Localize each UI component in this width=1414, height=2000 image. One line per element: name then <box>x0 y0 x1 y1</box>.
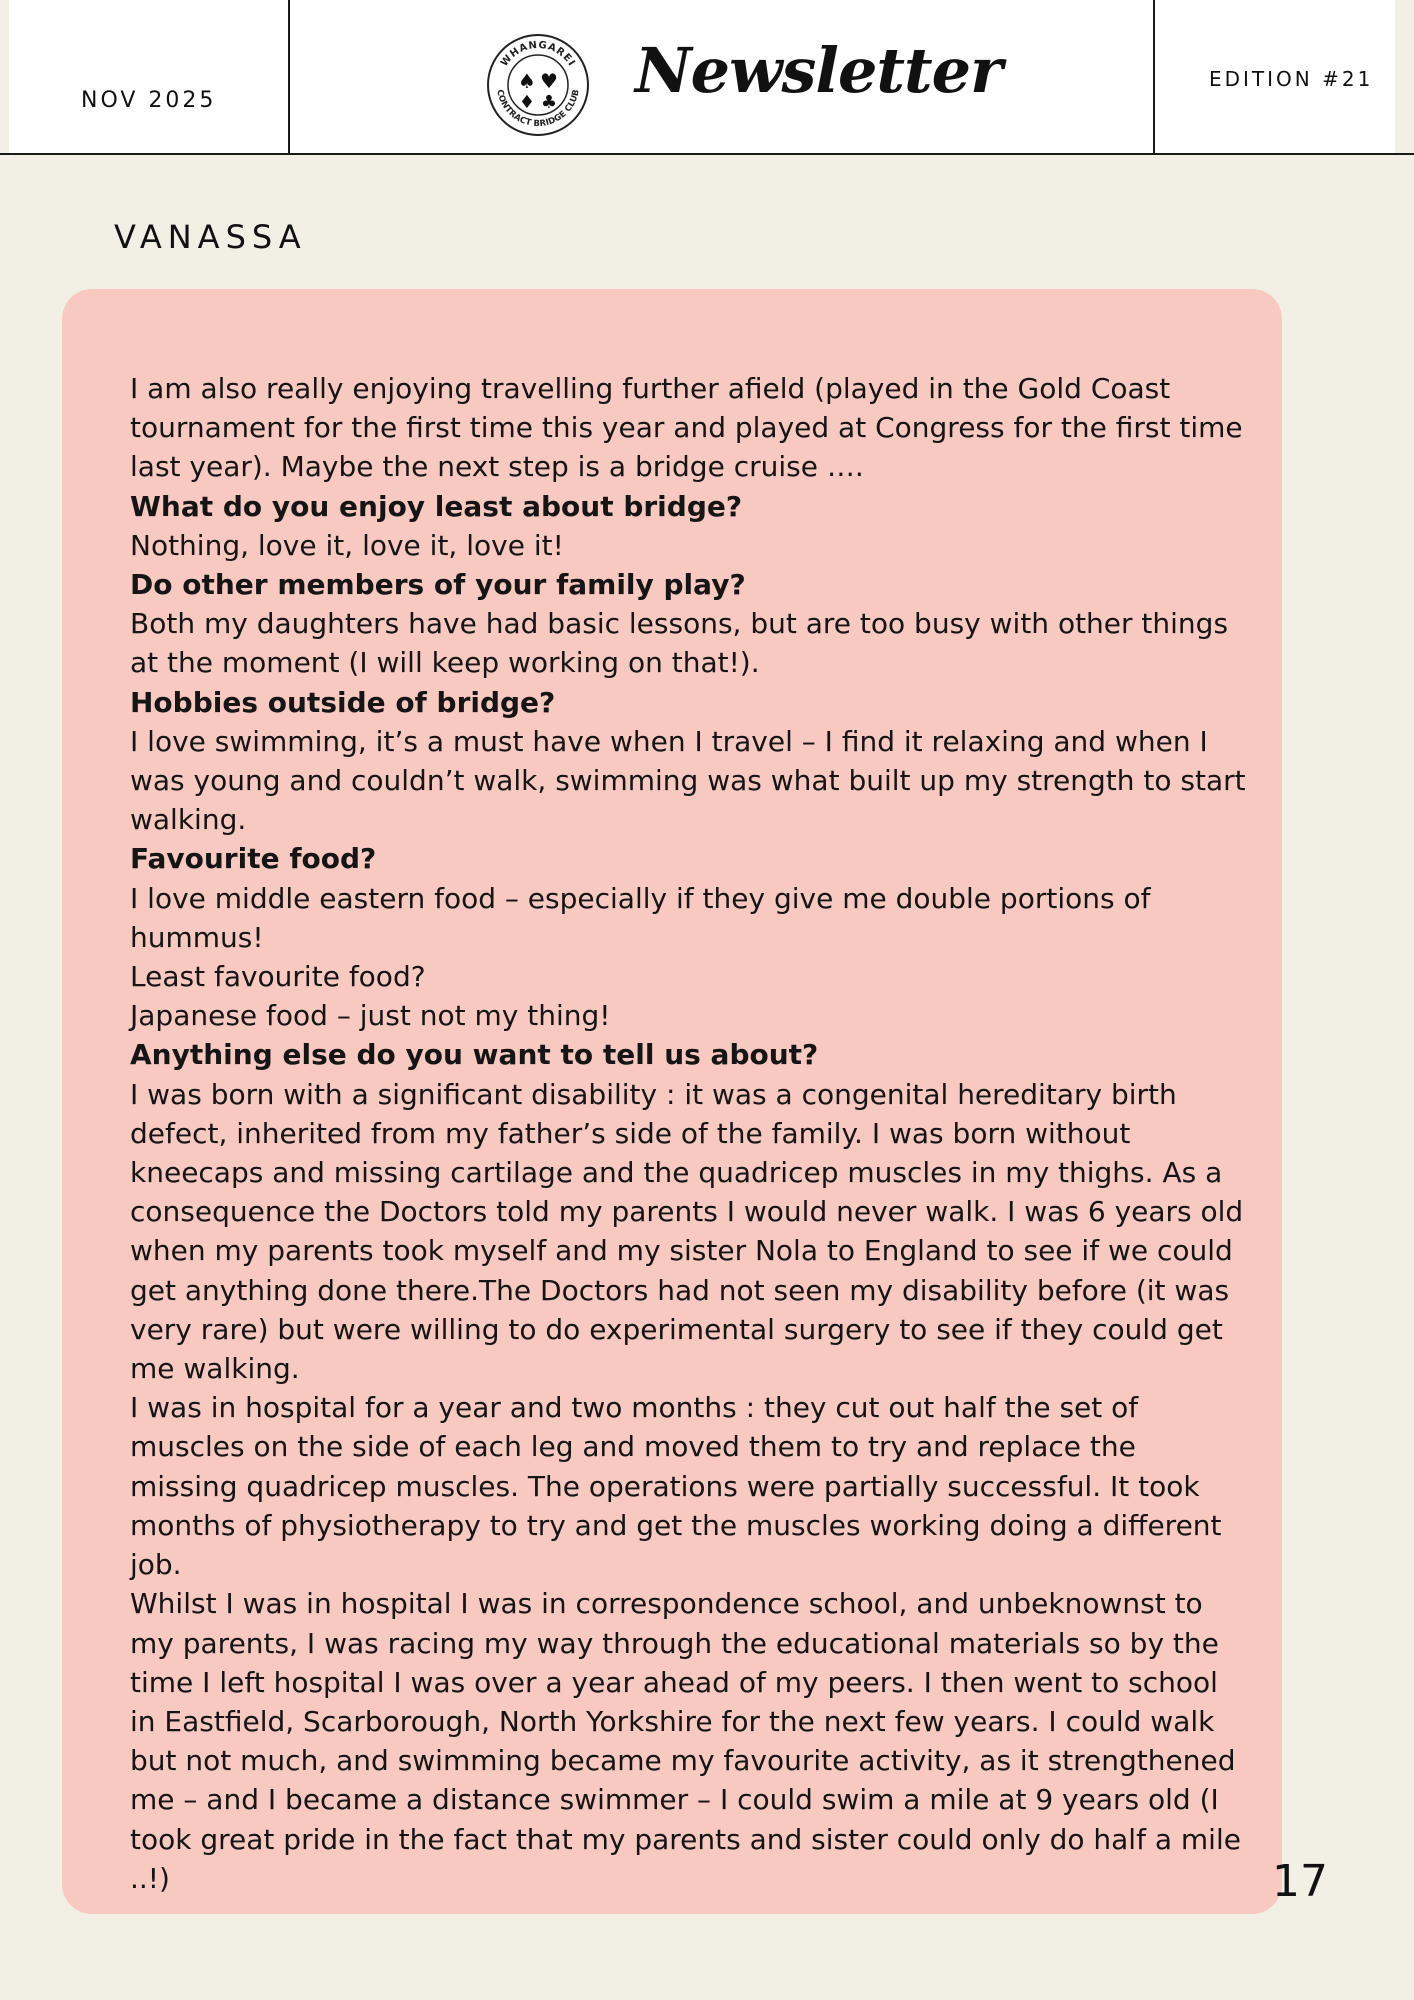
interview-answer: I was born with a significant disability : it was a congenital hereditary birth defect, inherited from my father’s side of the family. I was born without kneecaps and missing cartilage and the quadricep muscles in my thighs. As a consequence the Doctors told my parents I would never walk. I was 6 years old when my parents took myself and my sister Nola to England to see if we could get anything done there.The Doctors had not seen my disability before (it was very rare) but were willing to do experimental surgery to see if they could get me walking. <box>130 1077 1244 1386</box>
diamond-icon: ♦ <box>518 92 536 113</box>
interview-answer: Nothing, love it, love it, love it! <box>130 528 564 562</box>
interview-answer: Least favourite food? <box>130 960 426 994</box>
section-title: VANASSA <box>114 218 307 256</box>
interview-answer: Both my daughters have had basic lessons, but are too busy with other things at the moment (I will keep working on that!). <box>130 607 1229 680</box>
interview-card <box>62 289 1282 1914</box>
interview-answer: I love middle eastern food – especially if they give me double portions of hummus! <box>130 881 1151 954</box>
interview-answer: Whilst I was in hospital I was in correspondence school, and unbeknownst to my parents, I was racing my way through the educational materials so by the time I left hospital I was over a year ahead of my peers. I then went to school in Eastfield, Scarborough, North Yorkshire for the next few years. I could walk but not much, and swimming became my favourite activity, as it strengthened me – and I became a distance swimmer – I could swim a mile at 9 years old (I took great pride in the fact that my parents and sister could only do half a mile ..!) <box>130 1587 1241 1895</box>
interview-text <box>130 369 1250 1898</box>
newsletter-header <box>0 0 1414 155</box>
interview-answer: I am also really enjoying travelling further afield (played in the Gold Coast tournament for the first time this year and played at Congress for the first time last year). Maybe the next step is a bridge cruise …. <box>130 372 1243 484</box>
page-number: 17 <box>1272 1856 1328 1907</box>
interview-answer: I was in hospital for a year and two months : they cut out half the set of muscles on the side of each leg and moved them to try and replace the missing quadricep muscles. The operations were partially successful. It took months of physiotherapy to try and get the muscles working doing a different job. <box>130 1391 1222 1582</box>
interview-question: Do other members of your family play? <box>130 568 746 602</box>
interview-answer: I love swimming, it’s a must have when I travel – I find it relaxing and when I was young and couldn’t walk, swimming was what built up my strength to start walking. <box>130 724 1246 837</box>
header-edition-cell <box>1155 0 1395 153</box>
heart-icon: ♥ <box>540 69 558 93</box>
logo-text-top: WHANGAREI <box>498 39 578 69</box>
interview-answer: Japanese food – just not my thing! <box>130 999 611 1033</box>
header-title-cell <box>290 0 1155 153</box>
interview-question: Anything else do you want to tell us about? <box>130 1038 819 1072</box>
interview-question: What do you enjoy least about bridge? <box>130 489 743 523</box>
newsletter-title: Newsletter <box>635 34 1002 107</box>
interview-question: Hobbies outside of bridge? <box>130 685 556 719</box>
club-icon: ♣ <box>540 92 558 113</box>
logo-text-bottom: CONTRACT BRIDGE CLUB <box>494 88 582 130</box>
interview-question: Favourite food? <box>130 842 377 876</box>
header-date-cell <box>9 0 290 153</box>
issue-date: NOV 2025 <box>81 88 217 113</box>
spade-icon: ♠ <box>518 69 536 93</box>
edition-number: EDITION #21 <box>1209 67 1374 91</box>
club-seal-logo <box>482 30 594 140</box>
